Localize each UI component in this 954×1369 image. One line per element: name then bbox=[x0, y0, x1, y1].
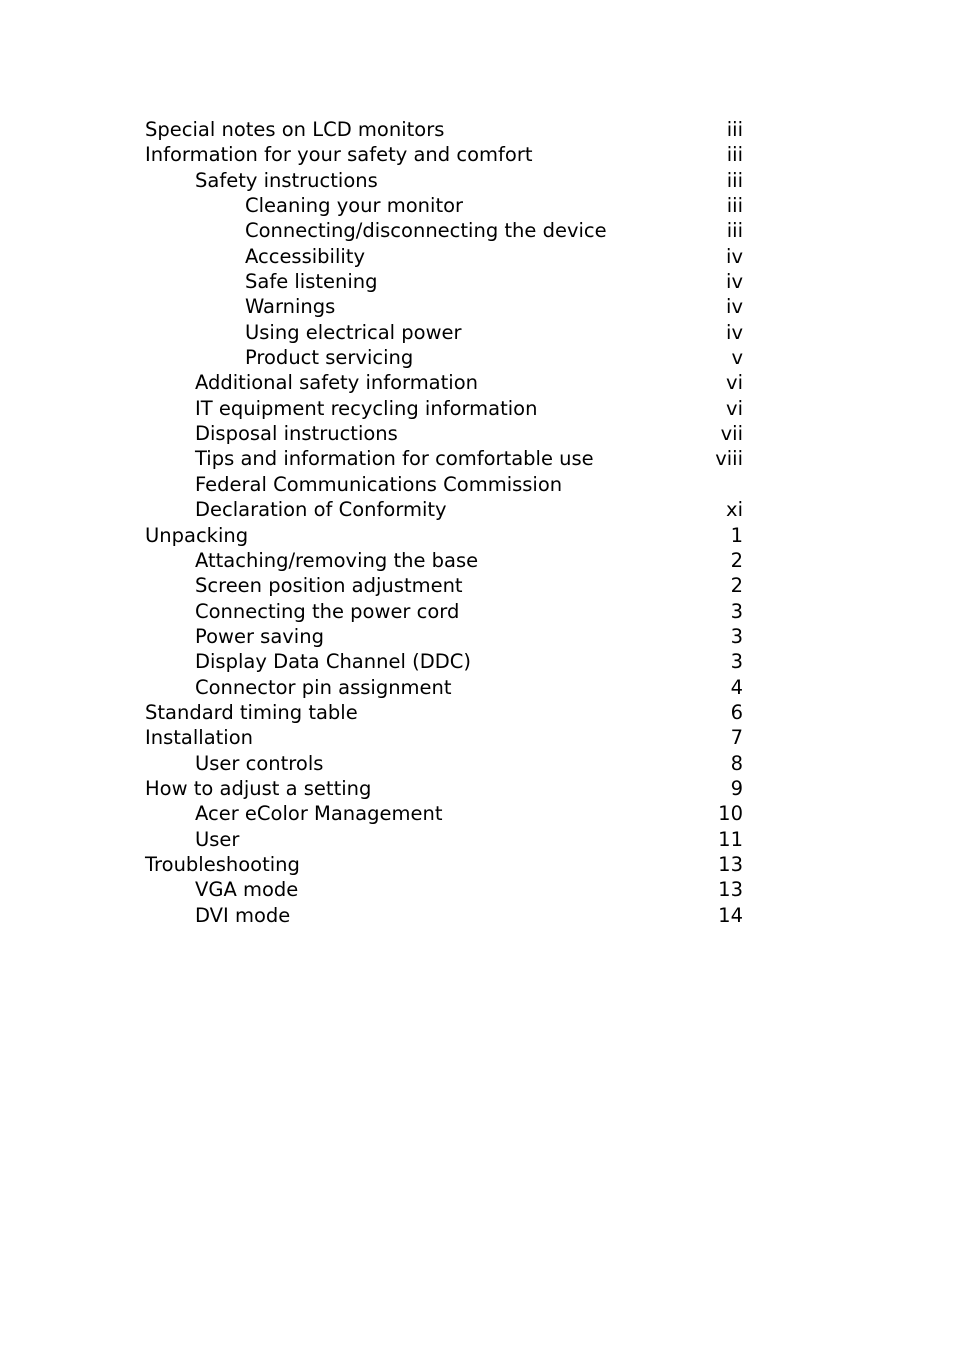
toc-entry-title: Acer eColor Management bbox=[195, 802, 443, 826]
toc-entry-page-number: 11 bbox=[718, 827, 743, 851]
toc-entry-page-number: iv bbox=[726, 270, 743, 294]
toc-entry-page-number: 13 bbox=[718, 852, 743, 876]
toc-entry-page-number: iv bbox=[726, 244, 743, 268]
toc-entry-page-number: 10 bbox=[718, 802, 743, 826]
toc-entry-title: Connecting/disconnecting the device bbox=[245, 219, 607, 243]
toc-entry[interactable] bbox=[145, 396, 743, 421]
toc-entry[interactable] bbox=[145, 877, 743, 902]
toc-entry-title: Accessibility bbox=[245, 244, 365, 268]
toc-entry-page-number: iv bbox=[726, 320, 743, 344]
toc-entry[interactable] bbox=[145, 801, 743, 826]
toc-entry[interactable] bbox=[145, 624, 743, 649]
toc-entry-page-number: v bbox=[731, 346, 743, 370]
toc-entry-title: Display Data Channel (DDC) bbox=[195, 650, 471, 674]
toc-entry-title: Connecting the power cord bbox=[195, 599, 460, 623]
toc-entry[interactable] bbox=[145, 370, 743, 395]
toc-entry-page-number: 7 bbox=[730, 726, 743, 750]
toc-entry-title: Safe listening bbox=[245, 270, 378, 294]
toc-entry-page-number: 2 bbox=[730, 574, 743, 598]
toc-entry[interactable] bbox=[145, 497, 743, 522]
toc-entry-page-number: iii bbox=[726, 194, 743, 218]
toc-entry-page-number: 2 bbox=[730, 548, 743, 572]
toc-entry-title: Disposal instructions bbox=[195, 422, 398, 446]
toc-entry-title: Installation bbox=[145, 726, 254, 750]
toc-entry-page-number: 3 bbox=[730, 650, 743, 674]
toc-entry[interactable] bbox=[145, 573, 743, 598]
toc-entry-title: Using electrical power bbox=[245, 320, 462, 344]
toc-entry-page-number: 8 bbox=[730, 751, 743, 775]
toc-entry-title: Attaching/removing the base bbox=[195, 548, 479, 572]
toc-entry-page-number: 3 bbox=[730, 624, 743, 648]
toc-entry-page-number: 9 bbox=[730, 776, 743, 800]
toc-entry[interactable] bbox=[145, 599, 743, 624]
toc-entry-title: Connector pin assignment bbox=[195, 675, 452, 699]
toc-entry-page-number: 6 bbox=[730, 700, 743, 724]
toc-entry-title: IT equipment recycling information bbox=[195, 396, 538, 420]
toc-entry[interactable] bbox=[145, 117, 743, 142]
toc-entry-page-number: vi bbox=[726, 371, 743, 395]
toc-entry-page-number: iii bbox=[726, 118, 743, 141]
toc-entry-title: Product servicing bbox=[245, 346, 414, 370]
toc-entry-title: Troubleshooting bbox=[145, 852, 300, 876]
toc-entry[interactable] bbox=[145, 472, 743, 497]
toc-entry[interactable] bbox=[145, 218, 743, 243]
toc-entry-page-number: 3 bbox=[730, 599, 743, 623]
toc-entry[interactable] bbox=[145, 142, 743, 167]
toc-entry-title: DVI mode bbox=[195, 903, 291, 927]
toc-entry-title: Cleaning your monitor bbox=[245, 194, 464, 218]
toc-entry[interactable] bbox=[145, 675, 743, 700]
toc-entry-page-number: iv bbox=[726, 295, 743, 319]
toc-entry-page-number: 4 bbox=[730, 675, 743, 699]
toc-entry-title: Standard timing table bbox=[145, 700, 358, 724]
toc-entry[interactable] bbox=[145, 244, 743, 269]
toc-entry[interactable] bbox=[145, 320, 743, 345]
toc-entry[interactable] bbox=[145, 269, 743, 294]
toc-entry[interactable] bbox=[145, 903, 743, 928]
toc-entry-page-number: vi bbox=[726, 396, 743, 420]
toc-entry-page-number: vii bbox=[720, 422, 743, 446]
toc-entry-title: Special notes on LCD monitors bbox=[145, 118, 445, 141]
toc-entry-page-number: iii bbox=[726, 168, 743, 192]
toc-entry[interactable] bbox=[145, 421, 743, 446]
toc-entry[interactable] bbox=[145, 725, 743, 750]
toc-entry[interactable] bbox=[145, 523, 743, 548]
toc-entry[interactable] bbox=[145, 827, 743, 852]
toc-entry-title: Unpacking bbox=[145, 523, 249, 547]
toc-entry-title: Safety instructions bbox=[195, 168, 378, 192]
toc-entry-title: User bbox=[195, 827, 240, 851]
toc-entry-title: Declaration of Conformity bbox=[195, 498, 447, 522]
toc-entry[interactable] bbox=[145, 294, 743, 319]
toc-entry[interactable] bbox=[145, 168, 743, 193]
toc-entry-title: Power saving bbox=[195, 624, 324, 648]
toc-entry-page-number: iii bbox=[726, 143, 743, 167]
toc-entry-page-number: viii bbox=[715, 447, 743, 471]
toc-entry[interactable] bbox=[145, 345, 743, 370]
toc-entry-page-number: 13 bbox=[718, 878, 743, 902]
toc-entry[interactable] bbox=[145, 700, 743, 725]
toc-entry-title: Additional safety information bbox=[195, 371, 478, 395]
toc-entry[interactable] bbox=[145, 193, 743, 218]
toc-entry-title: Information for your safety and comfort bbox=[145, 143, 533, 167]
toc-entry-title: Federal Communications Commission bbox=[195, 472, 563, 496]
table-of-contents bbox=[145, 117, 743, 928]
toc-entry[interactable] bbox=[145, 649, 743, 674]
toc-entry[interactable] bbox=[145, 852, 743, 877]
toc-entry[interactable] bbox=[145, 446, 743, 471]
toc-entry[interactable] bbox=[145, 548, 743, 573]
toc-entry-title: Warnings bbox=[245, 295, 336, 319]
toc-entry[interactable] bbox=[145, 776, 743, 801]
toc-entry[interactable] bbox=[145, 751, 743, 776]
toc-entry-page-number: 14 bbox=[718, 903, 743, 927]
toc-entry-page-number: 1 bbox=[730, 523, 743, 547]
toc-entry-page-number: xi bbox=[726, 498, 743, 522]
toc-entry-title: User controls bbox=[195, 751, 324, 775]
toc-entry-title: How to adjust a setting bbox=[145, 776, 372, 800]
toc-entry-page-number: iii bbox=[726, 219, 743, 243]
toc-entry-title: VGA mode bbox=[195, 878, 299, 902]
toc-entry-title: Tips and information for comfortable use bbox=[195, 447, 594, 471]
toc-entry-title: Screen position adjustment bbox=[195, 574, 463, 598]
